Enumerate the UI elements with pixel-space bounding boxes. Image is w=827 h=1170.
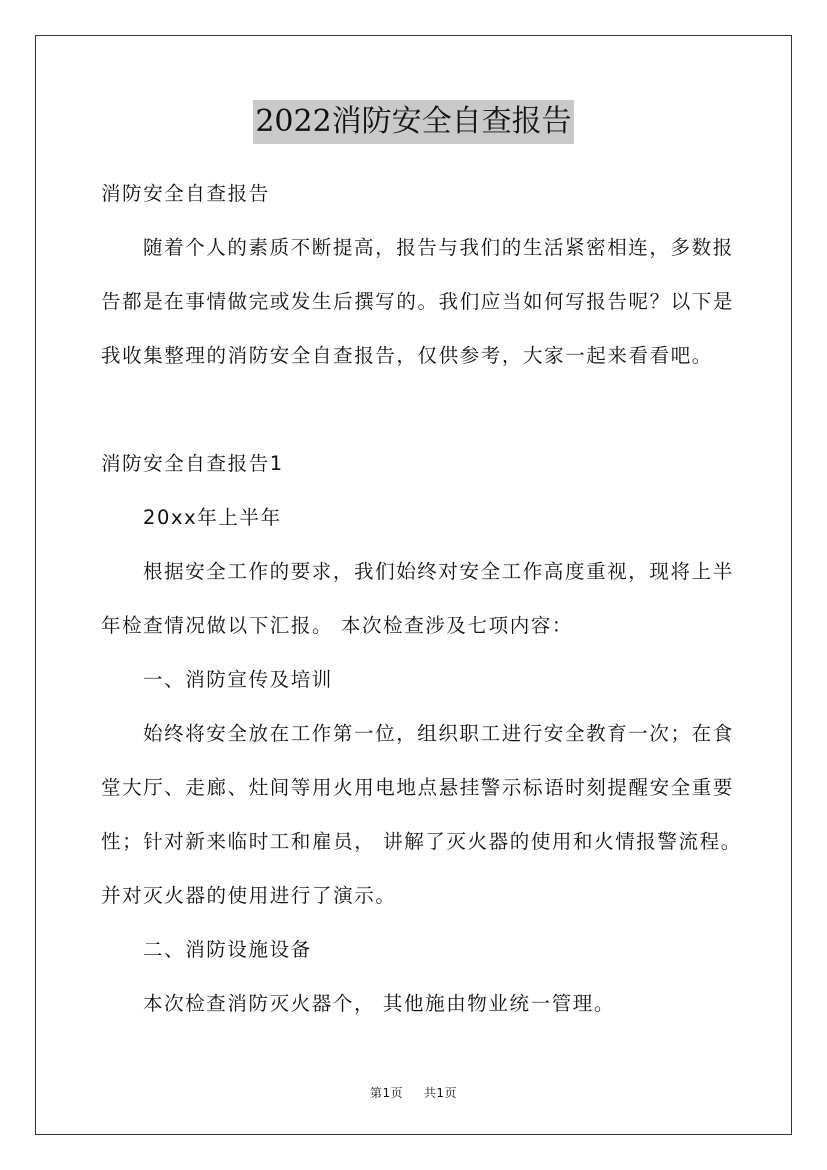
document-title: 2022消防安全自查报告 [253,100,573,144]
body-line: 20xx年上半年 [143,506,282,529]
body-line: 始终将安全放在工作第一位，组织职工进行安全教育一次；在食 [143,722,734,745]
subsection-heading: 二、消防设施设备 [143,938,312,961]
body-line: 年检查情况做以下汇报。 本次检查涉及七项内容： [101,614,573,637]
body-line: 我收集整理的消防安全自查报告，仅供参考，大家一起来看看吧。 [101,344,713,367]
page-number: 第1页 [370,1086,404,1100]
body-line: 性；针对新来临时工和雇员， 讲解了灭火器的使用和火情报警流程。 [101,830,742,853]
body-line: 本次检查消防灭火器个， 其他施由物业统一管理。 [143,992,615,1015]
section-heading: 消防安全自查报告1 [101,452,284,475]
title-container [0,100,827,144]
body-line: 并对灭火器的使用进行了演示。 [101,884,397,907]
body-line: 根据安全工作的要求，我们始终对安全工作高度重视，现将上半 [143,560,734,583]
page-total: 共1页 [423,1086,457,1100]
body-line: 随着个人的素质不断提高，报告与我们的生活紧密相连，多数报 [143,236,734,259]
body-line: 告都是在事情做完或发生后撰写的。我们应当如何写报告呢？以下是 [101,290,735,313]
subsection-heading: 一、消防宣传及培训 [143,668,333,691]
page-footer [0,1085,827,1101]
subtitle-line: 消防安全自查报告 [101,182,270,205]
body-line: 堂大厅、走廊、灶间等用火用电地点悬挂警示标语时刻提醒安全重要 [101,776,735,799]
